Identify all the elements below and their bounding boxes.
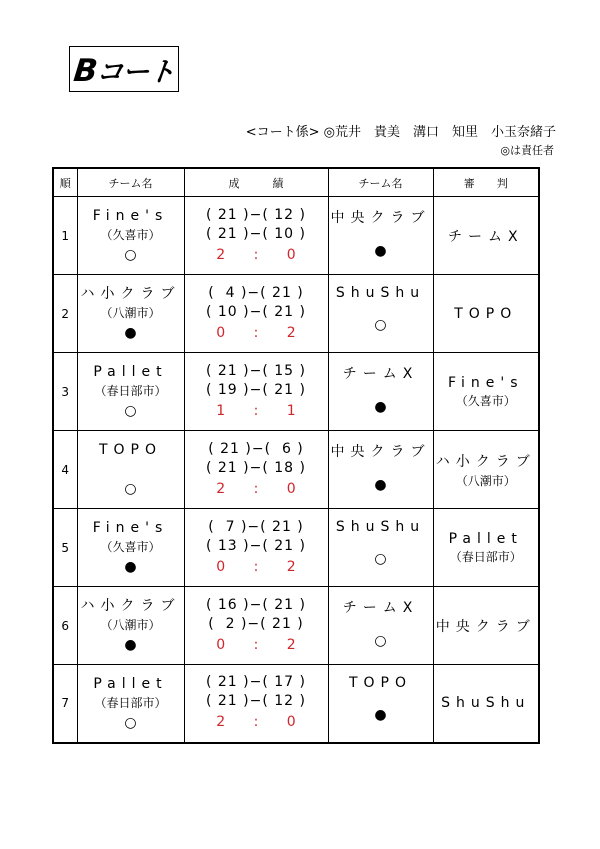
header-referee: 審 判 [433,168,539,197]
team1-city: （春日部市） [94,695,167,710]
game2-score: ( 21 )−( 12 ) [205,693,306,710]
match-result: 2 : 0 [216,480,308,497]
match-row [53,353,539,431]
team1-win-mark: ● [124,325,137,341]
game2-score: ( 21 )−( 18 ) [205,459,306,476]
score-cell [184,353,328,431]
referee-name: Pallet [448,530,523,547]
match-order: 6 [53,587,77,665]
team1-name: ハ小クラブ [80,286,181,302]
match-row [53,197,539,275]
team2-name: 中央クラブ [330,444,431,460]
team1-city: （八潮市） [100,306,161,320]
game1-score: ( 21 )−( 6 ) [208,440,304,457]
team1-cell [77,665,184,743]
team2-name: ShuShu [335,285,426,301]
team2-win-mark: ● [374,707,387,723]
team1-win-mark: ○ [124,714,137,731]
match-row [53,665,539,743]
game1-score: ( 7 )−( 21 ) [208,518,304,535]
team1-name: TOPO [98,442,163,458]
team1-cell [77,509,184,587]
match-result: 2 : 0 [216,246,308,263]
referee-cell [433,431,539,509]
referee-city: （春日部市） [449,549,522,564]
score-cell [184,509,328,587]
game2-score: ( 19 )−( 21 ) [205,381,306,398]
header-order: 順 [53,168,77,197]
game1-score: ( 21 )−( 15 ) [205,362,306,379]
referee-cell [433,665,539,743]
match-result: 0 : 2 [216,636,308,653]
match-result: 0 : 2 [216,558,308,575]
referee-cell [433,587,539,665]
match-result: 2 : 0 [216,714,308,731]
game2-score: ( 13 )−( 21 ) [205,537,306,554]
court-staff-line: <コート係> ◎荒井 貴美 溝口 知里 小玉奈緒子 [245,125,556,140]
referee-cell [433,275,539,353]
team2-name: 中央クラブ [330,210,431,226]
header-team2: チーム名 [328,168,433,197]
match-result: 0 : 2 [216,324,308,341]
match-order: 3 [53,353,77,431]
match-order: 4 [53,431,77,509]
team2-win-mark: ● [374,243,387,259]
team1-win-mark: ○ [124,403,137,419]
team2-cell [328,197,433,275]
referee-cell [433,353,539,431]
team2-name: チームX [342,366,419,382]
team1-city: （八潮市） [100,618,161,632]
game2-score: ( 10 )−( 21 ) [205,303,306,320]
referee-city: （久喜市） [455,393,516,408]
match-row [53,509,539,587]
match-order: 5 [53,509,77,587]
team1-cell [77,197,184,275]
team2-win-mark: ● [374,477,387,493]
team1-name: Pallet [93,675,168,692]
header-team1: チーム名 [77,168,184,197]
team1-win-mark: ○ [124,481,137,497]
team1-name: Fine's [92,208,169,224]
team1-cell [77,587,184,665]
referee-name: 中央クラブ [435,618,536,635]
match-order: 1 [53,197,77,275]
referee-city: （八潮市） [455,473,516,488]
team2-name: TOPO [348,675,413,691]
team1-city: （久喜市） [100,540,161,554]
team1-name: Pallet [93,364,168,380]
team2-win-mark: ○ [374,551,387,567]
match-result: 1 : 1 [216,402,308,419]
team1-win-mark: ● [124,559,137,575]
team1-city: （春日部市） [94,384,167,398]
score-cell [184,275,328,353]
referee-cell [433,197,539,275]
team1-cell [77,353,184,431]
match-order: 2 [53,275,77,353]
score-cell [184,665,328,743]
team2-cell [328,587,433,665]
responsible-note: ◎は責任者 [500,144,554,157]
team2-cell [328,509,433,587]
match-results-table [52,167,540,744]
court-word: コート [94,56,176,88]
team2-cell [328,431,433,509]
game2-score: ( 2 )−( 21 ) [208,615,304,632]
header-row [53,168,539,197]
referee-name: TOPO [454,305,518,322]
team2-name: チームX [342,600,419,616]
match-row [53,431,539,509]
match-rows [53,197,539,743]
team1-cell [77,275,184,353]
team2-win-mark: ○ [374,633,387,649]
court-logo [69,46,179,92]
team2-cell [328,275,433,353]
referee-cell [433,509,539,587]
match-row [53,587,539,665]
team1-win-mark: ● [124,637,137,653]
team1-cell [77,431,184,509]
referee-name: Fine's [447,374,524,391]
team2-win-mark: ● [374,399,387,415]
team1-name: ハ小クラブ [80,598,181,614]
referee-name: ハ小クラブ [435,453,536,470]
team2-name: ShuShu [335,519,426,535]
header-score: 成 績 [184,168,328,197]
game1-score: ( 16 )−( 21 ) [205,596,306,613]
score-cell [184,197,328,275]
game1-score: ( 4 )−( 21 ) [208,284,304,301]
score-cell [184,587,328,665]
team1-name: Fine's [92,520,169,536]
game2-score: ( 21 )−( 10 ) [205,225,306,242]
match-row [53,275,539,353]
team2-win-mark: ○ [374,317,387,333]
team1-city: （久喜市） [100,228,161,242]
court-logo-text [72,50,177,89]
game1-score: ( 21 )−( 12 ) [205,206,306,223]
team2-cell [328,353,433,431]
referee-name: チームX [447,228,524,245]
team1-win-mark: ○ [124,247,137,263]
game1-score: ( 21 )−( 17 ) [205,674,306,691]
court-letter: B [71,52,99,89]
referee-name: ShuShu [441,695,531,712]
score-cell [184,431,328,509]
team2-cell [328,665,433,743]
match-order: 7 [53,665,77,743]
